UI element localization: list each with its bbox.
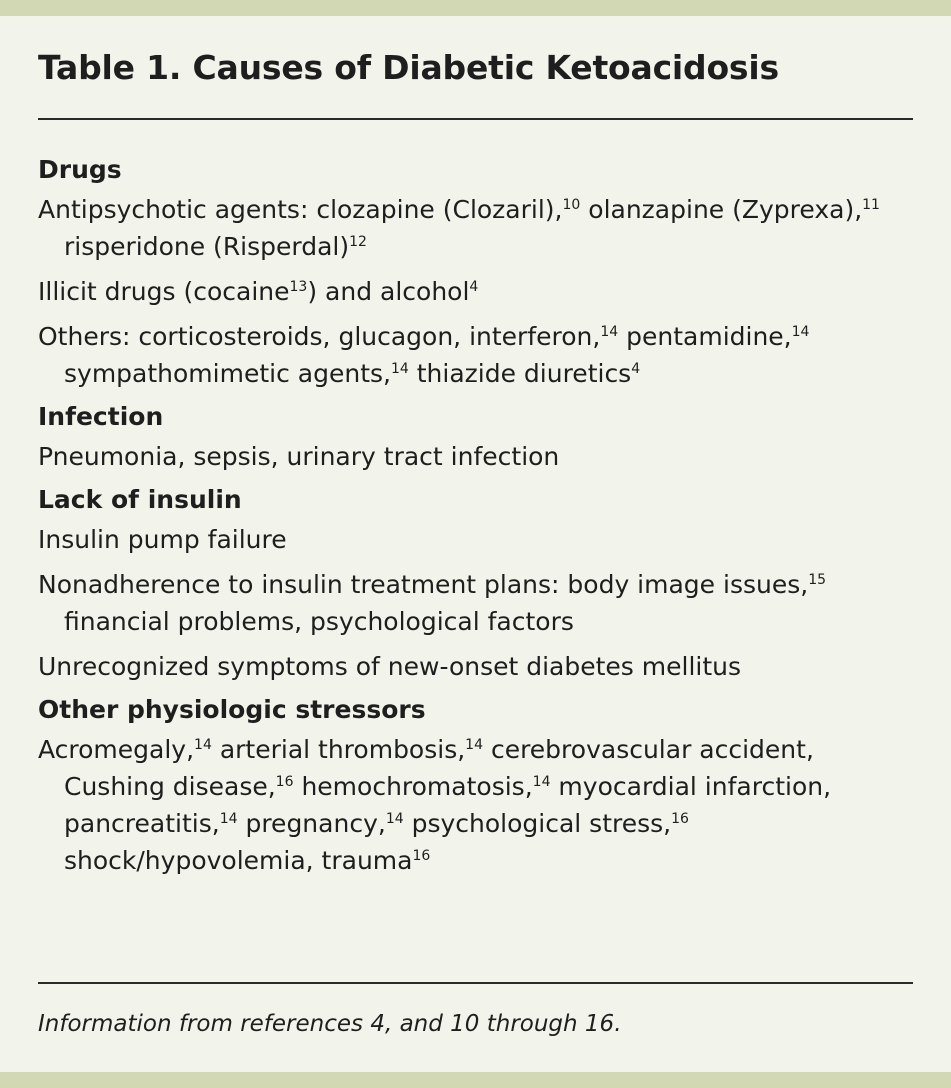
table-entry [38, 318, 918, 392]
entry-text: olanzapine (Zyprexa), [580, 195, 863, 224]
section-infection [38, 400, 918, 475]
reference-superscript: 12 [349, 234, 367, 250]
footer-rule [38, 982, 913, 984]
reference-superscript: 13 [289, 279, 308, 295]
entry-text: Others: corticosteroids, glucagon, interferon, [38, 322, 601, 351]
entry-text: Insulin pump failure [38, 525, 287, 554]
section-lack-of-insulin [38, 483, 918, 685]
entry-text: hemochromatosis, [293, 772, 533, 801]
entry-text: Illicit drugs (cocaine [38, 277, 290, 306]
entry-text: ) and alcohol [307, 277, 470, 306]
section-heading: Lack of insulin [38, 485, 242, 514]
reference-superscript: 14 [791, 324, 810, 340]
entry-text: Acromegaly, [38, 735, 195, 764]
reference-superscript: 14 [194, 737, 212, 753]
section-heading: Infection [38, 402, 164, 431]
section-other-physiologic-stressors [38, 693, 918, 879]
entry-text: pentamidine, [618, 322, 792, 351]
table-entry [38, 648, 918, 685]
title-rule [38, 118, 913, 120]
reference-superscript: 15 [808, 572, 827, 588]
reference-superscript: 14 [219, 811, 238, 827]
bottom-color-band [0, 1072, 951, 1088]
table-entry [38, 521, 918, 558]
reference-superscript: 11 [862, 197, 880, 213]
reference-superscript: 16 [275, 774, 294, 790]
table-entry [38, 566, 918, 640]
entry-text: Antipsychotic agents: clozapine (Clozaril), [38, 195, 563, 224]
table-entry [38, 191, 918, 265]
reference-superscript: 14 [600, 324, 619, 340]
reference-superscript: 16 [671, 811, 689, 827]
entry-text: sympathomimetic agents, [64, 359, 391, 388]
table-entry [38, 273, 918, 310]
reference-superscript: 14 [532, 774, 551, 790]
entry-text: pregnancy, [237, 809, 386, 838]
entry-text: Nonadherence to insulin treatment plans: body image issues, [38, 570, 809, 599]
entry-text: myocardial infarction, pancreatitis, [64, 772, 832, 838]
entry-text: shock/hypovolemia, trauma [64, 846, 413, 875]
table-body [38, 153, 918, 887]
section-heading: Drugs [38, 155, 122, 184]
entry-text: arterial thrombosis, [211, 735, 466, 764]
entry-text: cerebrovascular accident, Cushing disease, [64, 735, 814, 801]
table-title: Table 1. Causes of Diabetic Ketoacidosis [38, 48, 779, 87]
section-heading: Other physiologic stressors [38, 695, 426, 724]
entry-text: Pneumonia, sepsis, urinary tract infection [38, 442, 560, 471]
top-color-band [0, 0, 951, 16]
entry-text: financial problems, psychological factors [64, 607, 574, 636]
reference-superscript: 4 [631, 361, 641, 377]
reference-superscript: 14 [385, 811, 404, 827]
reference-superscript: 10 [562, 197, 581, 213]
entry-text: Unrecognized symptoms of new-onset diabetes mellitus [38, 652, 742, 681]
reference-superscript: 4 [469, 279, 479, 295]
reference-superscript: 16 [412, 848, 431, 864]
entry-text: risperidone (Risperdal) [64, 232, 350, 261]
reference-superscript: 14 [390, 361, 409, 377]
table-footnote: Information from references 4, and 10 through 16. [38, 1011, 622, 1037]
table-entry [38, 731, 918, 879]
reference-superscript: 14 [465, 737, 483, 753]
section-drugs [38, 153, 918, 392]
table-entry [38, 438, 918, 475]
entry-text: psychological stress, [403, 809, 672, 838]
entry-text: thiazide diuretics [408, 359, 632, 388]
